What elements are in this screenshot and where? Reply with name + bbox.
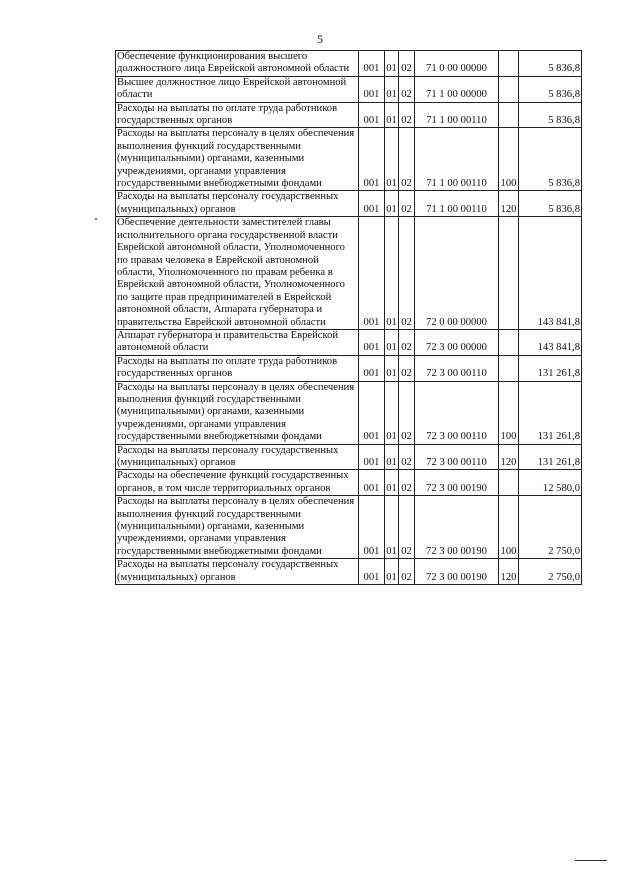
row-section-code: 01 bbox=[385, 470, 399, 496]
row-amount: 143 841,8 bbox=[519, 217, 582, 330]
row-expense-type bbox=[499, 76, 519, 102]
table-row bbox=[116, 191, 582, 217]
row-target-article: 72 0 00 00000 bbox=[415, 217, 499, 330]
row-subsection-code: 02 bbox=[399, 76, 415, 102]
row-expense-type: 120 bbox=[499, 444, 519, 470]
table-row bbox=[116, 496, 582, 559]
row-subsection-code: 02 bbox=[399, 128, 415, 191]
row-expense-type: 100 bbox=[499, 496, 519, 559]
row-name: Высшее должностное лицо Еврейской автономной области bbox=[116, 76, 359, 102]
row-ministry-code: 001 bbox=[359, 470, 385, 496]
row-amount: 12 580,0 bbox=[519, 470, 582, 496]
row-name: Обеспечение функционирования высшего должностного лица Еврейской автономной области bbox=[116, 51, 359, 77]
row-expense-type bbox=[499, 329, 519, 355]
row-expense-type: 120 bbox=[499, 191, 519, 217]
row-amount: 2 750,0 bbox=[519, 559, 582, 585]
table-row bbox=[116, 51, 582, 77]
row-amount: 131 261,8 bbox=[519, 381, 582, 444]
table-row bbox=[116, 329, 582, 355]
row-section-code: 01 bbox=[385, 217, 399, 330]
row-expense-type bbox=[499, 51, 519, 77]
row-amount: 5 836,8 bbox=[519, 191, 582, 217]
row-name: Расходы на обеспечение функций государственных органов, в том числе территориальных органов bbox=[116, 470, 359, 496]
budget-table bbox=[115, 50, 582, 585]
row-section-code: 01 bbox=[385, 128, 399, 191]
row-expense-type: 100 bbox=[499, 128, 519, 191]
row-ministry-code: 001 bbox=[359, 102, 385, 128]
table-row bbox=[116, 128, 582, 191]
table-row bbox=[116, 381, 582, 444]
row-amount: 131 261,8 bbox=[519, 444, 582, 470]
scan-mark bbox=[95, 218, 97, 220]
table-row bbox=[116, 76, 582, 102]
row-section-code: 01 bbox=[385, 329, 399, 355]
row-amount: 131 261,8 bbox=[519, 355, 582, 381]
row-subsection-code: 02 bbox=[399, 355, 415, 381]
table-row bbox=[116, 470, 582, 496]
row-name: Расходы на выплаты по оплате труда работников государственных органов bbox=[116, 102, 359, 128]
row-subsection-code: 02 bbox=[399, 102, 415, 128]
row-subsection-code: 02 bbox=[399, 444, 415, 470]
row-target-article: 71 1 00 00000 bbox=[415, 76, 499, 102]
row-target-article: 72 3 00 00190 bbox=[415, 470, 499, 496]
row-section-code: 01 bbox=[385, 76, 399, 102]
row-subsection-code: 02 bbox=[399, 496, 415, 559]
row-ministry-code: 001 bbox=[359, 559, 385, 585]
row-target-article: 72 3 00 00110 bbox=[415, 381, 499, 444]
row-subsection-code: 02 bbox=[399, 470, 415, 496]
row-amount: 5 836,8 bbox=[519, 128, 582, 191]
row-ministry-code: 001 bbox=[359, 51, 385, 77]
row-target-article: 71 1 00 00110 bbox=[415, 102, 499, 128]
row-ministry-code: 001 bbox=[359, 381, 385, 444]
row-subsection-code: 02 bbox=[399, 191, 415, 217]
row-target-article: 71 1 00 00110 bbox=[415, 128, 499, 191]
row-expense-type: 100 bbox=[499, 381, 519, 444]
table-row bbox=[116, 559, 582, 585]
table-row bbox=[116, 102, 582, 128]
row-target-article: 72 3 00 00110 bbox=[415, 444, 499, 470]
row-subsection-code: 02 bbox=[399, 329, 415, 355]
row-section-code: 01 bbox=[385, 51, 399, 77]
table-row bbox=[116, 355, 582, 381]
row-ministry-code: 001 bbox=[359, 76, 385, 102]
row-ministry-code: 001 bbox=[359, 217, 385, 330]
row-subsection-code: 02 bbox=[399, 51, 415, 77]
row-name: Расходы на выплаты персоналу государственных (муниципальных) органов bbox=[116, 191, 359, 217]
row-expense-type bbox=[499, 102, 519, 128]
row-target-article: 72 3 00 00110 bbox=[415, 355, 499, 381]
row-ministry-code: 001 bbox=[359, 329, 385, 355]
row-name: Расходы на выплаты персоналу государственных (муниципальных) органов bbox=[116, 559, 359, 585]
row-name: Расходы на выплаты персоналу государственных (муниципальных) органов bbox=[116, 444, 359, 470]
row-name: Расходы на выплаты персоналу в целях обеспечения выполнения функций государственными (муниципальными) органами, казенными учреждениями, органами управления государственными внебюджетными фондами bbox=[116, 128, 359, 191]
table-body bbox=[116, 51, 582, 585]
row-ministry-code: 001 bbox=[359, 191, 385, 217]
row-name: Обеспечение деятельности заместителей главы исполнительного органа государственной власти Еврейской автономной области, Уполномоченного по правам человека в Еврейской автономной области, Уполномоченного по правам ребенка в Еврейской автономной области, Уполномоченного по защите прав предпринимателей в Еврейской автономной области, Аппарата губернатора и правительства Еврейской автономной области bbox=[116, 217, 359, 330]
row-expense-type bbox=[499, 217, 519, 330]
row-amount: 5 836,8 bbox=[519, 51, 582, 77]
row-target-article: 72 3 00 00190 bbox=[415, 496, 499, 559]
row-target-article: 72 3 00 00000 bbox=[415, 329, 499, 355]
scan-line bbox=[575, 860, 607, 861]
row-name: Расходы на выплаты персоналу в целях обеспечения выполнения функций государственными (муниципальными) органами, казенными учреждениями, органами управления государственными внебюджетными фондами bbox=[116, 496, 359, 559]
row-section-code: 01 bbox=[385, 191, 399, 217]
row-amount: 5 836,8 bbox=[519, 76, 582, 102]
row-amount: 5 836,8 bbox=[519, 102, 582, 128]
row-subsection-code: 02 bbox=[399, 559, 415, 585]
row-section-code: 01 bbox=[385, 496, 399, 559]
row-name: Расходы на выплаты по оплате труда работников государственных органов bbox=[116, 355, 359, 381]
row-section-code: 01 bbox=[385, 444, 399, 470]
row-name: Аппарат губернатора и правительства Еврейской автономной области bbox=[116, 329, 359, 355]
row-ministry-code: 001 bbox=[359, 355, 385, 381]
row-section-code: 01 bbox=[385, 102, 399, 128]
row-expense-type bbox=[499, 470, 519, 496]
row-ministry-code: 001 bbox=[359, 128, 385, 191]
row-section-code: 01 bbox=[385, 559, 399, 585]
row-subsection-code: 02 bbox=[399, 381, 415, 444]
row-target-article: 71 1 00 00110 bbox=[415, 191, 499, 217]
row-amount: 2 750,0 bbox=[519, 496, 582, 559]
row-section-code: 01 bbox=[385, 381, 399, 444]
page-number: 5 bbox=[317, 32, 323, 46]
row-expense-type bbox=[499, 355, 519, 381]
table-row bbox=[116, 444, 582, 470]
row-target-article: 72 3 00 00190 bbox=[415, 559, 499, 585]
row-section-code: 01 bbox=[385, 355, 399, 381]
row-ministry-code: 001 bbox=[359, 496, 385, 559]
table-row bbox=[116, 217, 582, 330]
row-amount: 143 841,8 bbox=[519, 329, 582, 355]
row-name: Расходы на выплаты персоналу в целях обеспечения выполнения функций государственными (муниципальными) органами, казенными учреждениями, органами управления государственными внебюджетными фондами bbox=[116, 381, 359, 444]
row-subsection-code: 02 bbox=[399, 217, 415, 330]
row-expense-type: 120 bbox=[499, 559, 519, 585]
row-ministry-code: 001 bbox=[359, 444, 385, 470]
row-target-article: 71 0 00 00000 bbox=[415, 51, 499, 77]
